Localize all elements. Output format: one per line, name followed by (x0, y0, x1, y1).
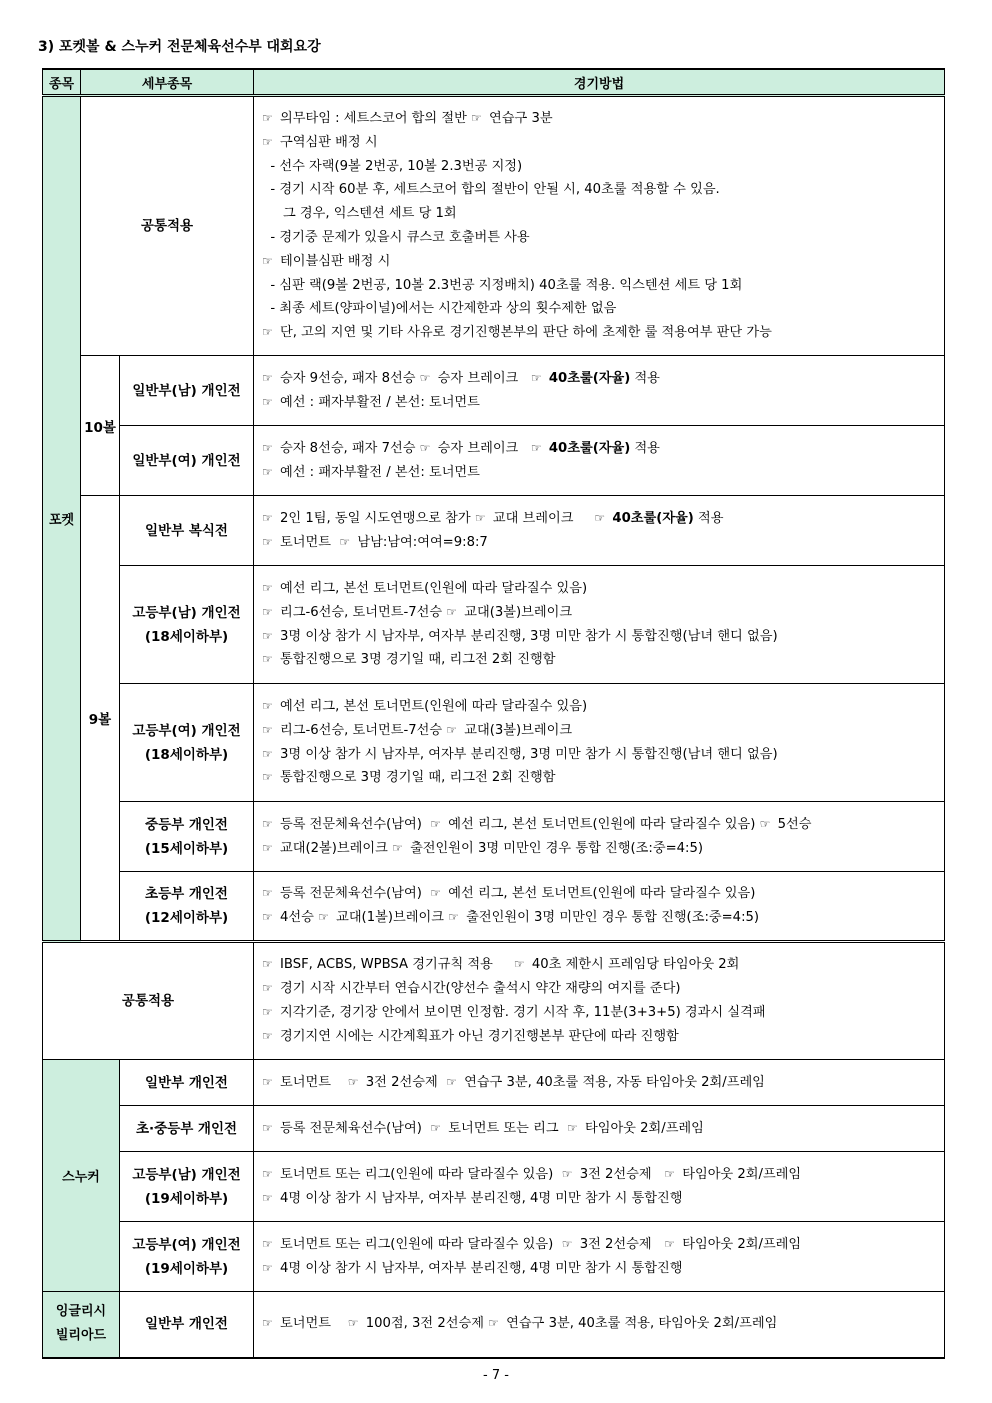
pointing-hand-icon: ☞ (392, 840, 403, 855)
detail-label: 고등부(여) 개인전 (18세이하부) (120, 684, 254, 802)
method-cell (254, 1060, 945, 1106)
method-cell (254, 684, 945, 802)
pointing-hand-icon: ☞ (262, 370, 273, 385)
rules-table (42, 68, 945, 1359)
pointing-hand-icon: ☞ (513, 957, 525, 972)
detail-label: 고등부(남) 개인전 (18세이하부) (120, 566, 254, 684)
method-line (262, 1187, 940, 1211)
method-line (262, 437, 940, 461)
method-text: 승자 브레이크 (437, 440, 531, 456)
method-text: 경기 시작 시간부터 연습시간(양선수 출석시 약간 재량의 여지를 준다) (280, 981, 681, 997)
method-cell (254, 356, 945, 426)
method-cell (254, 426, 945, 496)
method-text: 3전 2선승제 (365, 1074, 447, 1090)
section-heading: 3) 포켓볼 & 스누커 전문체육선수부 대회요강 (38, 39, 321, 55)
pointing-hand-icon: ☞ (262, 957, 273, 972)
method-text: 4명 이상 참가 시 남자부, 여자부 분리진행, 4명 미만 참가 시 통합진행 (280, 1190, 683, 1206)
method-line (262, 321, 940, 345)
pointing-hand-icon: ☞ (262, 510, 273, 525)
detail-label: 일반부(여) 개인전 (120, 426, 254, 496)
detail-label: 고등부(여) 개인전 (19세이하부) (120, 1222, 254, 1292)
method-text: 지각기준, 경기장 안에서 보이면 인정함. 경기 시작 후, 11분(3+3+5) 경과시 실격패 (280, 1005, 766, 1020)
table-row (43, 1152, 945, 1222)
pointing-hand-icon: ☞ (262, 534, 273, 549)
table-row (43, 496, 945, 566)
method-text: 4명 이상 참가 시 남자부, 여자부 분리진행, 4명 미만 참가 시 통합진행 (280, 1260, 683, 1276)
table-row (43, 426, 945, 496)
detail-label: 중등부 개인전 (15세이하부) (120, 802, 254, 872)
pointing-hand-icon: ☞ (262, 1236, 273, 1251)
pointing-hand-icon: ☞ (262, 981, 273, 996)
header-detail: 세부종목 (81, 69, 254, 96)
method-line (262, 461, 940, 485)
pointing-hand-icon: ☞ (262, 816, 273, 831)
pointing-hand-icon: ☞ (262, 1316, 273, 1331)
pointing-hand-icon: ☞ (262, 1166, 273, 1181)
method-text: - 선수 자랙(9볼 2번공, 10볼 2.3번공 지정) (262, 158, 523, 174)
pointing-hand-icon: ☞ (430, 1120, 442, 1135)
method-text: 예선 리그, 본선 토너먼트(인원에 따라 달라질수 있음) (448, 886, 756, 902)
table-row (43, 684, 945, 802)
pointing-hand-icon: ☞ (262, 840, 273, 855)
pointing-hand-icon: ☞ (561, 1166, 573, 1181)
table-row (43, 872, 945, 942)
method-text: 승자 9선승, 패자 8선승 (280, 370, 420, 386)
method-text: - 경기중 문제가 있을시 큐스코 호출버튼 사용 (262, 230, 530, 245)
method-text: 등록 전문체육선수(남여) (280, 886, 431, 902)
method-line (262, 837, 940, 861)
method-text: 토너먼트 (280, 534, 340, 550)
detail-label: 초등부 개인전 (12세이하부) (120, 872, 254, 942)
method-line (262, 1117, 940, 1141)
method-line (262, 906, 940, 930)
method-text: 토너먼트 (280, 1074, 348, 1090)
category-snooker: 스누커 (43, 1060, 120, 1292)
pointing-hand-icon: ☞ (347, 1316, 359, 1331)
method-line (262, 107, 940, 131)
method-text: 예선 : 패자부활전 / 본선: 토너먼트 (280, 394, 480, 410)
method-line (262, 813, 940, 837)
method-text: 교대(1볼)브레이크 (336, 910, 449, 925)
method-line (262, 1257, 940, 1281)
method-cell (254, 872, 945, 942)
pointing-hand-icon: ☞ (262, 604, 273, 619)
method-text: 승자 8선승, 패자 7선승 (280, 440, 420, 456)
method-line (262, 1025, 940, 1049)
method-cell (254, 96, 945, 356)
method-cell (254, 1152, 945, 1222)
method-line (262, 250, 940, 274)
pointing-hand-icon: ☞ (262, 1260, 273, 1275)
method-line (262, 178, 940, 202)
method-text: 토너먼트 또는 리그 (448, 1120, 567, 1136)
method-text: 3명 이상 참가 시 남자부, 여자부 분리진행, 3명 미만 참가 시 통합진행(남녀 핸디 없음) (280, 746, 778, 762)
method-text: 예선 : 패자부활전 / 본선: 토너먼트 (280, 464, 480, 480)
pointing-hand-icon: ☞ (446, 1074, 457, 1089)
method-cell (254, 1292, 945, 1358)
method-line (262, 577, 940, 601)
method-text: 등록 전문체육선수(남여) (280, 816, 431, 832)
page-number: - 7 - (483, 1368, 509, 1383)
method-cell (254, 802, 945, 872)
table-row (43, 1106, 945, 1152)
detail-label: 고등부(남) 개인전 (19세이하부) (120, 1152, 254, 1222)
group-10ball: 10볼 (81, 356, 120, 496)
method-text: 40초룰(자율) (548, 370, 631, 386)
method-text: 단, 고의 지연 및 기타 사유로 경기진행본부의 판단 하에 초제한 룰 적용여부 판단 가능 (280, 325, 772, 341)
pointing-hand-icon: ☞ (262, 910, 273, 924)
method-cell (254, 496, 945, 566)
method-line (262, 1312, 940, 1336)
table-row (43, 802, 945, 872)
table-row (43, 1222, 945, 1292)
table-row (43, 566, 945, 684)
method-text: 리그-6선승, 토너먼트-7선승 (280, 722, 447, 738)
method-text: 예선 리그, 본선 토너먼트(인원에 따라 달라질수 있음) (280, 580, 588, 596)
method-text: 3명 이상 참가 시 남자부, 여자부 분리진행, 3명 미만 참가 시 통합진행(남녀 핸디 없음) (280, 628, 778, 644)
method-text: 토너먼트 또는 리그(인원에 따라 달라질수 있음) (280, 1166, 562, 1182)
method-text: 토너먼트 또는 리그(인원에 따라 달라질수 있음) (280, 1236, 562, 1252)
method-text: 의무타임 : 세트스코어 합의 절반 (280, 111, 472, 127)
method-text: 승자 브레이크 (437, 370, 531, 386)
method-line (262, 1071, 940, 1095)
method-line (262, 507, 940, 531)
method-text: 예선 리그, 본선 토너먼트(인원에 따라 달라질수 있음) (448, 816, 760, 832)
pointing-hand-icon: ☞ (262, 253, 273, 268)
method-text: 그 경우, 익스텐션 세트 당 1회 (262, 206, 457, 222)
pointing-hand-icon: ☞ (561, 1236, 573, 1251)
group-9ball: 9볼 (81, 496, 120, 942)
method-cell (254, 566, 945, 684)
pointing-hand-icon: ☞ (530, 440, 542, 455)
method-text: - 경기 시작 60분 후, 세트스코어 합의 절반이 안될 시, 40초룰 적용할 수 있음. (262, 182, 720, 198)
pointing-hand-icon: ☞ (419, 370, 431, 385)
method-line (262, 695, 940, 719)
method-cell (254, 1222, 945, 1292)
method-line (262, 155, 940, 179)
method-text: 예선 리그, 본선 토너먼트(인원에 따라 달라질수 있음) (280, 698, 588, 714)
category-english-billiards: 잉글리시 빌리아드 (43, 1292, 120, 1358)
method-text: 남남:남여:여여=9:8:7 (357, 534, 488, 550)
method-text: 통합진행으로 3명 경기일 때, 리그전 2회 진행함 (280, 652, 556, 668)
pointing-hand-icon: ☞ (262, 580, 273, 595)
method-text: 적용 (693, 510, 724, 526)
method-text: 연습구 3분 (489, 111, 553, 127)
method-text: 출전인원이 3명 미만인 경우 통합 진행(조:중=4:5) (466, 910, 760, 925)
method-line (262, 601, 940, 625)
method-line (262, 131, 940, 155)
method-text: 리그-6선승, 토너먼트-7선승 (280, 604, 447, 620)
method-text: 40초룰(자율) (548, 440, 631, 456)
method-line (262, 882, 940, 906)
method-line (262, 766, 940, 790)
method-text: 등록 전문체육선수(남여) (280, 1120, 431, 1136)
pointing-hand-icon: ☞ (474, 510, 486, 525)
method-text: 2인 1팀, 동일 시도연맹으로 참가 (280, 510, 475, 526)
pointing-hand-icon: ☞ (262, 440, 273, 455)
detail-label: 공통적용 (43, 942, 254, 1060)
pointing-hand-icon: ☞ (318, 910, 329, 924)
pointing-hand-icon: ☞ (262, 111, 273, 126)
pointing-hand-icon: ☞ (262, 325, 273, 340)
method-text: 교대(3볼)브레이크 (464, 604, 573, 620)
header-row (43, 69, 945, 96)
method-text: - 심판 랙(9볼 2번공, 10볼 2.3번공 지정배치) 40초룰 적용. 익스텐션 세트 당 1회 (262, 277, 743, 293)
table-row (43, 1060, 945, 1106)
detail-label: 일반부 개인전 (120, 1060, 254, 1106)
method-line (262, 953, 940, 977)
method-text: 연습구 3분, 40초룰 적용, 타임아웃 2회/프레임 (506, 1316, 778, 1332)
method-line (262, 367, 940, 391)
method-line (262, 1001, 940, 1025)
pointing-hand-icon: ☞ (262, 1005, 273, 1019)
pointing-hand-icon: ☞ (262, 886, 273, 901)
method-text: 테이블심판 배정 시 (280, 253, 391, 269)
pointing-hand-icon: ☞ (419, 440, 431, 455)
category-pocket: 포켓 (43, 96, 81, 942)
method-text: 40초 제한시 프레임당 타임아웃 2회 (531, 957, 740, 973)
method-line (262, 274, 940, 298)
method-line (262, 1233, 940, 1257)
detail-label: 공통적용 (81, 96, 254, 356)
method-line (262, 391, 940, 415)
pointing-hand-icon: ☞ (262, 1028, 273, 1043)
pointing-hand-icon: ☞ (262, 722, 273, 737)
method-text: 적용 (630, 440, 660, 456)
method-line (262, 202, 940, 226)
method-text: 적용 (630, 370, 660, 386)
method-cell (254, 942, 945, 1060)
table-row (43, 96, 945, 356)
header-sport: 종목 (43, 69, 81, 96)
pointing-hand-icon: ☞ (471, 111, 482, 126)
pointing-hand-icon: ☞ (488, 1316, 499, 1331)
method-text: 경기지연 시에는 시간계획표가 아닌 경기진행본부 판단에 따라 진행함 (280, 1028, 679, 1044)
method-text: 교대(3볼)브레이크 (464, 722, 573, 738)
pointing-hand-icon: ☞ (339, 534, 351, 549)
pointing-hand-icon: ☞ (430, 816, 442, 831)
pointing-hand-icon: ☞ (262, 770, 273, 785)
method-line (262, 743, 940, 767)
method-text: 토너먼트 (280, 1316, 348, 1332)
pointing-hand-icon: ☞ (530, 370, 542, 385)
method-line (262, 297, 940, 321)
method-text: - 최종 세트(양파이널)에서는 시간제한과 상의 횟수제한 없음 (262, 301, 617, 317)
pointing-hand-icon: ☞ (448, 910, 459, 924)
header-method: 경기방법 (254, 69, 945, 96)
method-text: 100점, 3전 2선승제 (365, 1316, 489, 1332)
detail-label: 일반부 복식전 (120, 496, 254, 566)
pointing-hand-icon: ☞ (759, 816, 771, 831)
pointing-hand-icon: ☞ (347, 1074, 359, 1089)
method-line (262, 977, 940, 1001)
pointing-hand-icon: ☞ (446, 604, 458, 619)
pointing-hand-icon: ☞ (430, 886, 442, 901)
pointing-hand-icon: ☞ (262, 1120, 273, 1135)
pointing-hand-icon: ☞ (262, 698, 273, 713)
method-text: 5선승 (777, 816, 812, 832)
method-line (262, 719, 940, 743)
method-text: 3전 2선승제 (579, 1166, 665, 1182)
method-text: 40초룰(자율) (612, 510, 694, 526)
table-row (43, 356, 945, 426)
method-text: 연습구 3분, 40초룰 적용, 자동 타임아웃 2회/프레임 (464, 1074, 765, 1090)
method-line (262, 625, 940, 649)
pointing-hand-icon: ☞ (262, 134, 273, 149)
method-text: 타임아웃 2회/프레임 (682, 1236, 802, 1252)
pointing-hand-icon: ☞ (446, 722, 458, 737)
method-text: 교대(2볼)브레이크 (280, 840, 393, 856)
method-text: 타임아웃 2회/프레임 (584, 1120, 704, 1136)
method-cell (254, 1106, 945, 1152)
pointing-hand-icon: ☞ (664, 1166, 675, 1181)
pointing-hand-icon: ☞ (594, 510, 606, 525)
method-text: 구역심판 배정 시 (280, 134, 378, 150)
pointing-hand-icon: ☞ (262, 746, 273, 761)
detail-label: 일반부(남) 개인전 (120, 356, 254, 426)
method-text: 통합진행으로 3명 경기일 때, 리그전 2회 진행함 (280, 770, 556, 786)
table-row (43, 1292, 945, 1358)
detail-label: 초·중등부 개인전 (120, 1106, 254, 1152)
pointing-hand-icon: ☞ (262, 628, 273, 643)
method-line (262, 226, 940, 250)
method-line (262, 1163, 940, 1187)
table-row (43, 942, 945, 1060)
pointing-hand-icon: ☞ (262, 1074, 273, 1089)
pointing-hand-icon: ☞ (262, 394, 273, 409)
pointing-hand-icon: ☞ (262, 464, 273, 479)
method-text: IBSF, ACBS, WPBSA 경기규칙 적용 (280, 957, 514, 973)
method-text: 교대 브레이크 (492, 510, 595, 526)
pointing-hand-icon: ☞ (262, 1190, 273, 1205)
pointing-hand-icon: ☞ (262, 652, 273, 667)
method-line (262, 648, 940, 672)
pointing-hand-icon: ☞ (664, 1236, 675, 1251)
method-line (262, 531, 940, 555)
method-text: 3전 2선승제 (579, 1236, 665, 1252)
method-text: 4선승 (280, 910, 319, 925)
method-text: 타임아웃 2회/프레임 (682, 1166, 802, 1182)
detail-label: 일반부 개인전 (120, 1292, 254, 1358)
method-text: 출전인원이 3명 미만인 경우 통합 진행(조:중=4:5) (410, 840, 703, 856)
pointing-hand-icon: ☞ (566, 1120, 578, 1135)
